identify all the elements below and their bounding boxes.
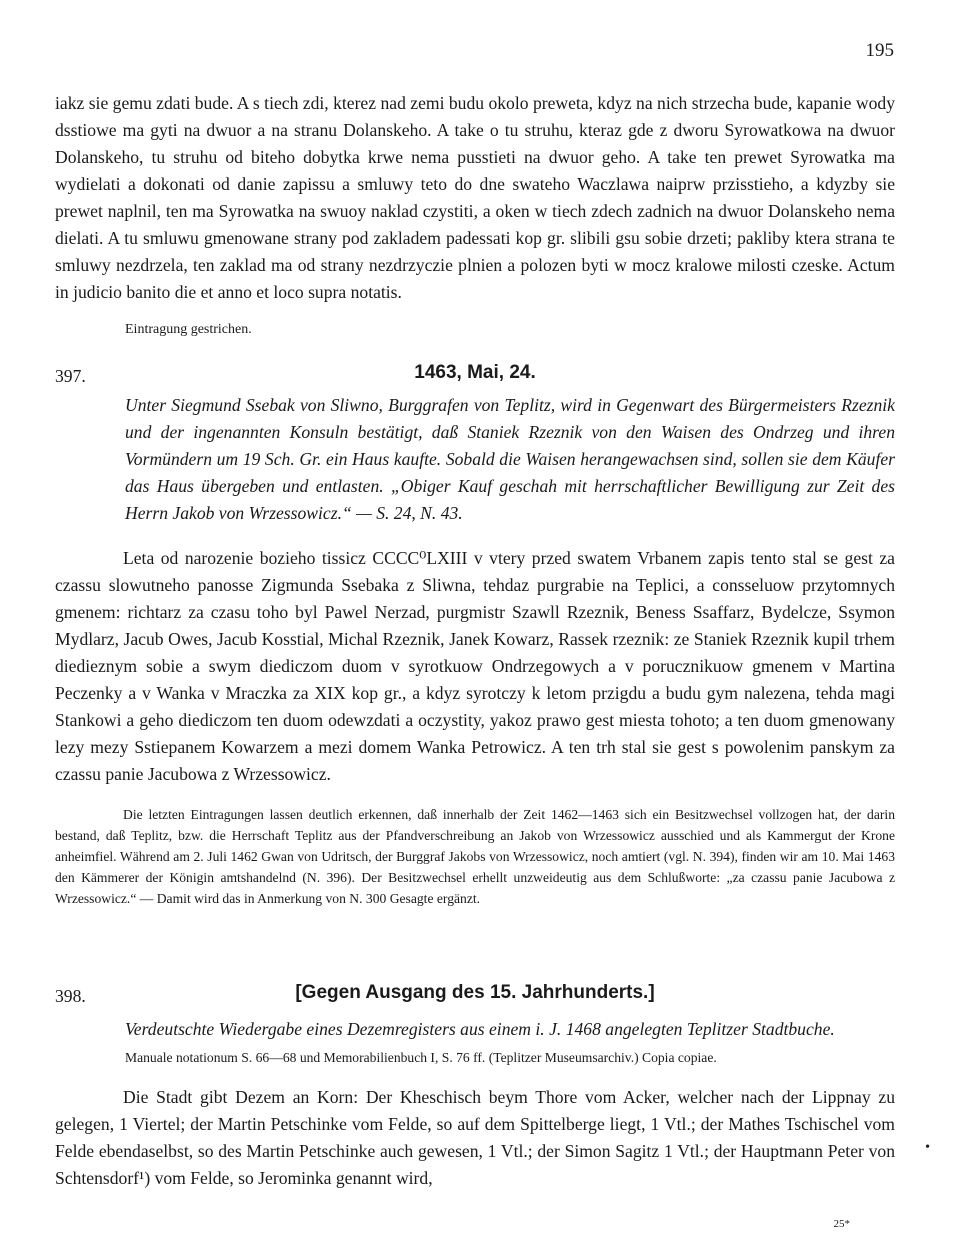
entry-398 bbox=[55, 982, 895, 1192]
entry-397-date: 1463, Mai, 24. bbox=[414, 362, 536, 383]
top-note: Eintragung gestrichen. bbox=[125, 322, 252, 337]
top-paragraph: iakz sie gemu zdati bude. A s tiech zdi, kterez nad zemi budu okolo preweta, kdyz na nich strzecha bude, kapanie wody dsstiowe ma gyti na dwuor a na stranu Dolanskeho. A take o tu struhu, kteraz gde z dworu Syrowatkowa na dwuor Dolanskeho, tu struhu od biteho dobytka krwe nema pusstieti na dwuor geho. A take ten prewet Syrowatka ma wydielati a dokonati od danie zapissu a smluwy teto do dne swateho Waczlawa naiprw przisstieho, a kdyzby sie prewet naplnil, ten ma Syrowatka na swuoy naklad czystiti, a oken w tiech zdech zadnich na dwuor Dolanskeho nema dielati. A tu smluwu gmenowane strany pod zakladem padessati kop gr. slibili gsu sobie drzeti; pakliby ktera strana te smluwy nezdrzela, ten zaklad ma od strany nezdrzyczie plnien a polozen byti w mocz kralowe milosti czeske. Actum in judicio banito die et anno et loco supra notatis. bbox=[55, 93, 895, 302]
top-paragraph-block bbox=[55, 90, 895, 340]
entry-397-text: Leta od narozenie bozieho tissicz CCCC⁰LXIII v vtery przed swatem Vrbanem zapis tento stal se gest za czassu slowutneho panosse Zigmunda Ssebaka z Sliwna, tehdaz purgrabie na Teplici, a consseluow przytomnych gmenem: richtarz za czasu toho byl Pawel Nerzad, purgmistr Szawll Rzeznik, Beness Ssaffarz, Bydelcze, Ssymon Mydlarz, Jacub Owes, Jacub Kosstial, Michal Rzeznik, Janek Kowarz, Rassek rzeznik: ze Staniek Rzeznik kupil trhem diedieznym sobie a swym diediczom duom v syrotkuow Ondrzegowych a v porucznikuow gmenem v Martina Peczenky a v Wanka v Mraczka za XIX kop gr., a kdyz syrotczy k letom przigdu a budu gym nalezena, tehda magi Stankowi a geho diediczom ten duom odewzdati a oczystity, yakoz prawo gest miesta tohoto; a ten duom gmenowany lezy mezy Sstiepanem Kowarzem a mezi domem Wanka Petrowicz. A ten trh stal sie gest s powolenim panskym za czassu panie Jacubowa z Wrzessowicz. bbox=[55, 548, 895, 784]
entry-398-date: [Gegen Ausgang des 15. Jahrhunderts.] bbox=[295, 982, 655, 1003]
entry-397-note: Die letzten Eintragungen lassen deutlich erkennen, daß innerhalb der Zeit 1462—1463 sich ein Besitzwechsel vollzogen hat, der darin bestand, daß Teplitz, bzw. die Herrschaft Teplitz aus der Pfandverschreibung an Jakob von Wrzessowicz ausschied und als Kammergut der Krone anheimfiel. Während am 2. Juli 1462 Gwan von Udritsch, der Burggraf Jakobs von Wrzessowicz, noch amtiert (vgl. N. 394), finden wir am 10. Mai 1463 den Kämmerer der Königin amtshandelnd (N. 396). Der Besitzwechsel erhellt unzweideutig aus dem Schlußworte: „za czassu panie Jacubowa z Wrzessowicz.“ — Damit wird das in Anmerkung von N. 300 Gesagte ergänzt. bbox=[55, 807, 895, 906]
entry-397-number: 397. bbox=[55, 366, 86, 386]
entry-398-text: Die Stadt gibt Dezem an Korn: Der Kheschisch beym Thore vom Acker, welcher nach der Lippnay zu gelegen, 1 Viertel; der Martin Petschinke vom Felde, so auf dem Spittelberge liegt, 1 Vtl.; der Mathes Tschischel vom Felde ebendaselbst, so des Martin Petschinke auch gewesen, 1 Vtl.; der Simon Sagitz 1 Vtl.; der Hauptmann Peter von Schtensdorf¹) vom Felde, so Jerominka genannt wird, bbox=[55, 1087, 895, 1188]
entry-398-heading bbox=[55, 982, 895, 1012]
entry-397-heading bbox=[55, 362, 895, 392]
entry-397-regest: Unter Siegmund Ssebak von Sliwno, Burggrafen von Teplitz, wird in Gegenwart des Bürgermeisters Rzeznik und der ingenannten Konsuln bestätigt, daß Staniek Rzeznik von den Waisen des Ondrzeg und ihren Vormündern um 19 Sch. Gr. ein Haus kaufte. Sobald die Waisen herangewachsen sind, sollen sie dem Käufer das Haus übergeben und entlasten. „Obiger Kauf geschah mit herrschaftlicher Bewilligung zur Zeit des Herrn Jakob von Wrzessowicz.“ — S. 24, N. 43. bbox=[125, 395, 895, 523]
entry-397 bbox=[55, 362, 895, 909]
margin-mark: • bbox=[925, 1140, 930, 1155]
entry-397-regest-wrap bbox=[125, 392, 895, 527]
page-number: 195 bbox=[865, 40, 894, 61]
signature-mark: 25* bbox=[833, 1218, 850, 1230]
entry-398-source: Manuale notationum S. 66—68 und Memorabilienbuch I, S. 76 ff. (Teplitzer Museumsarchiv.) Copia copiae. bbox=[125, 1050, 717, 1065]
entry-398-number: 398. bbox=[55, 986, 86, 1006]
entry-398-regest: Verdeutschte Wiedergabe eines Dezemregisters aus einem i. J. 1468 angelegten Teplitzer Stadtbuche. bbox=[125, 1019, 835, 1039]
